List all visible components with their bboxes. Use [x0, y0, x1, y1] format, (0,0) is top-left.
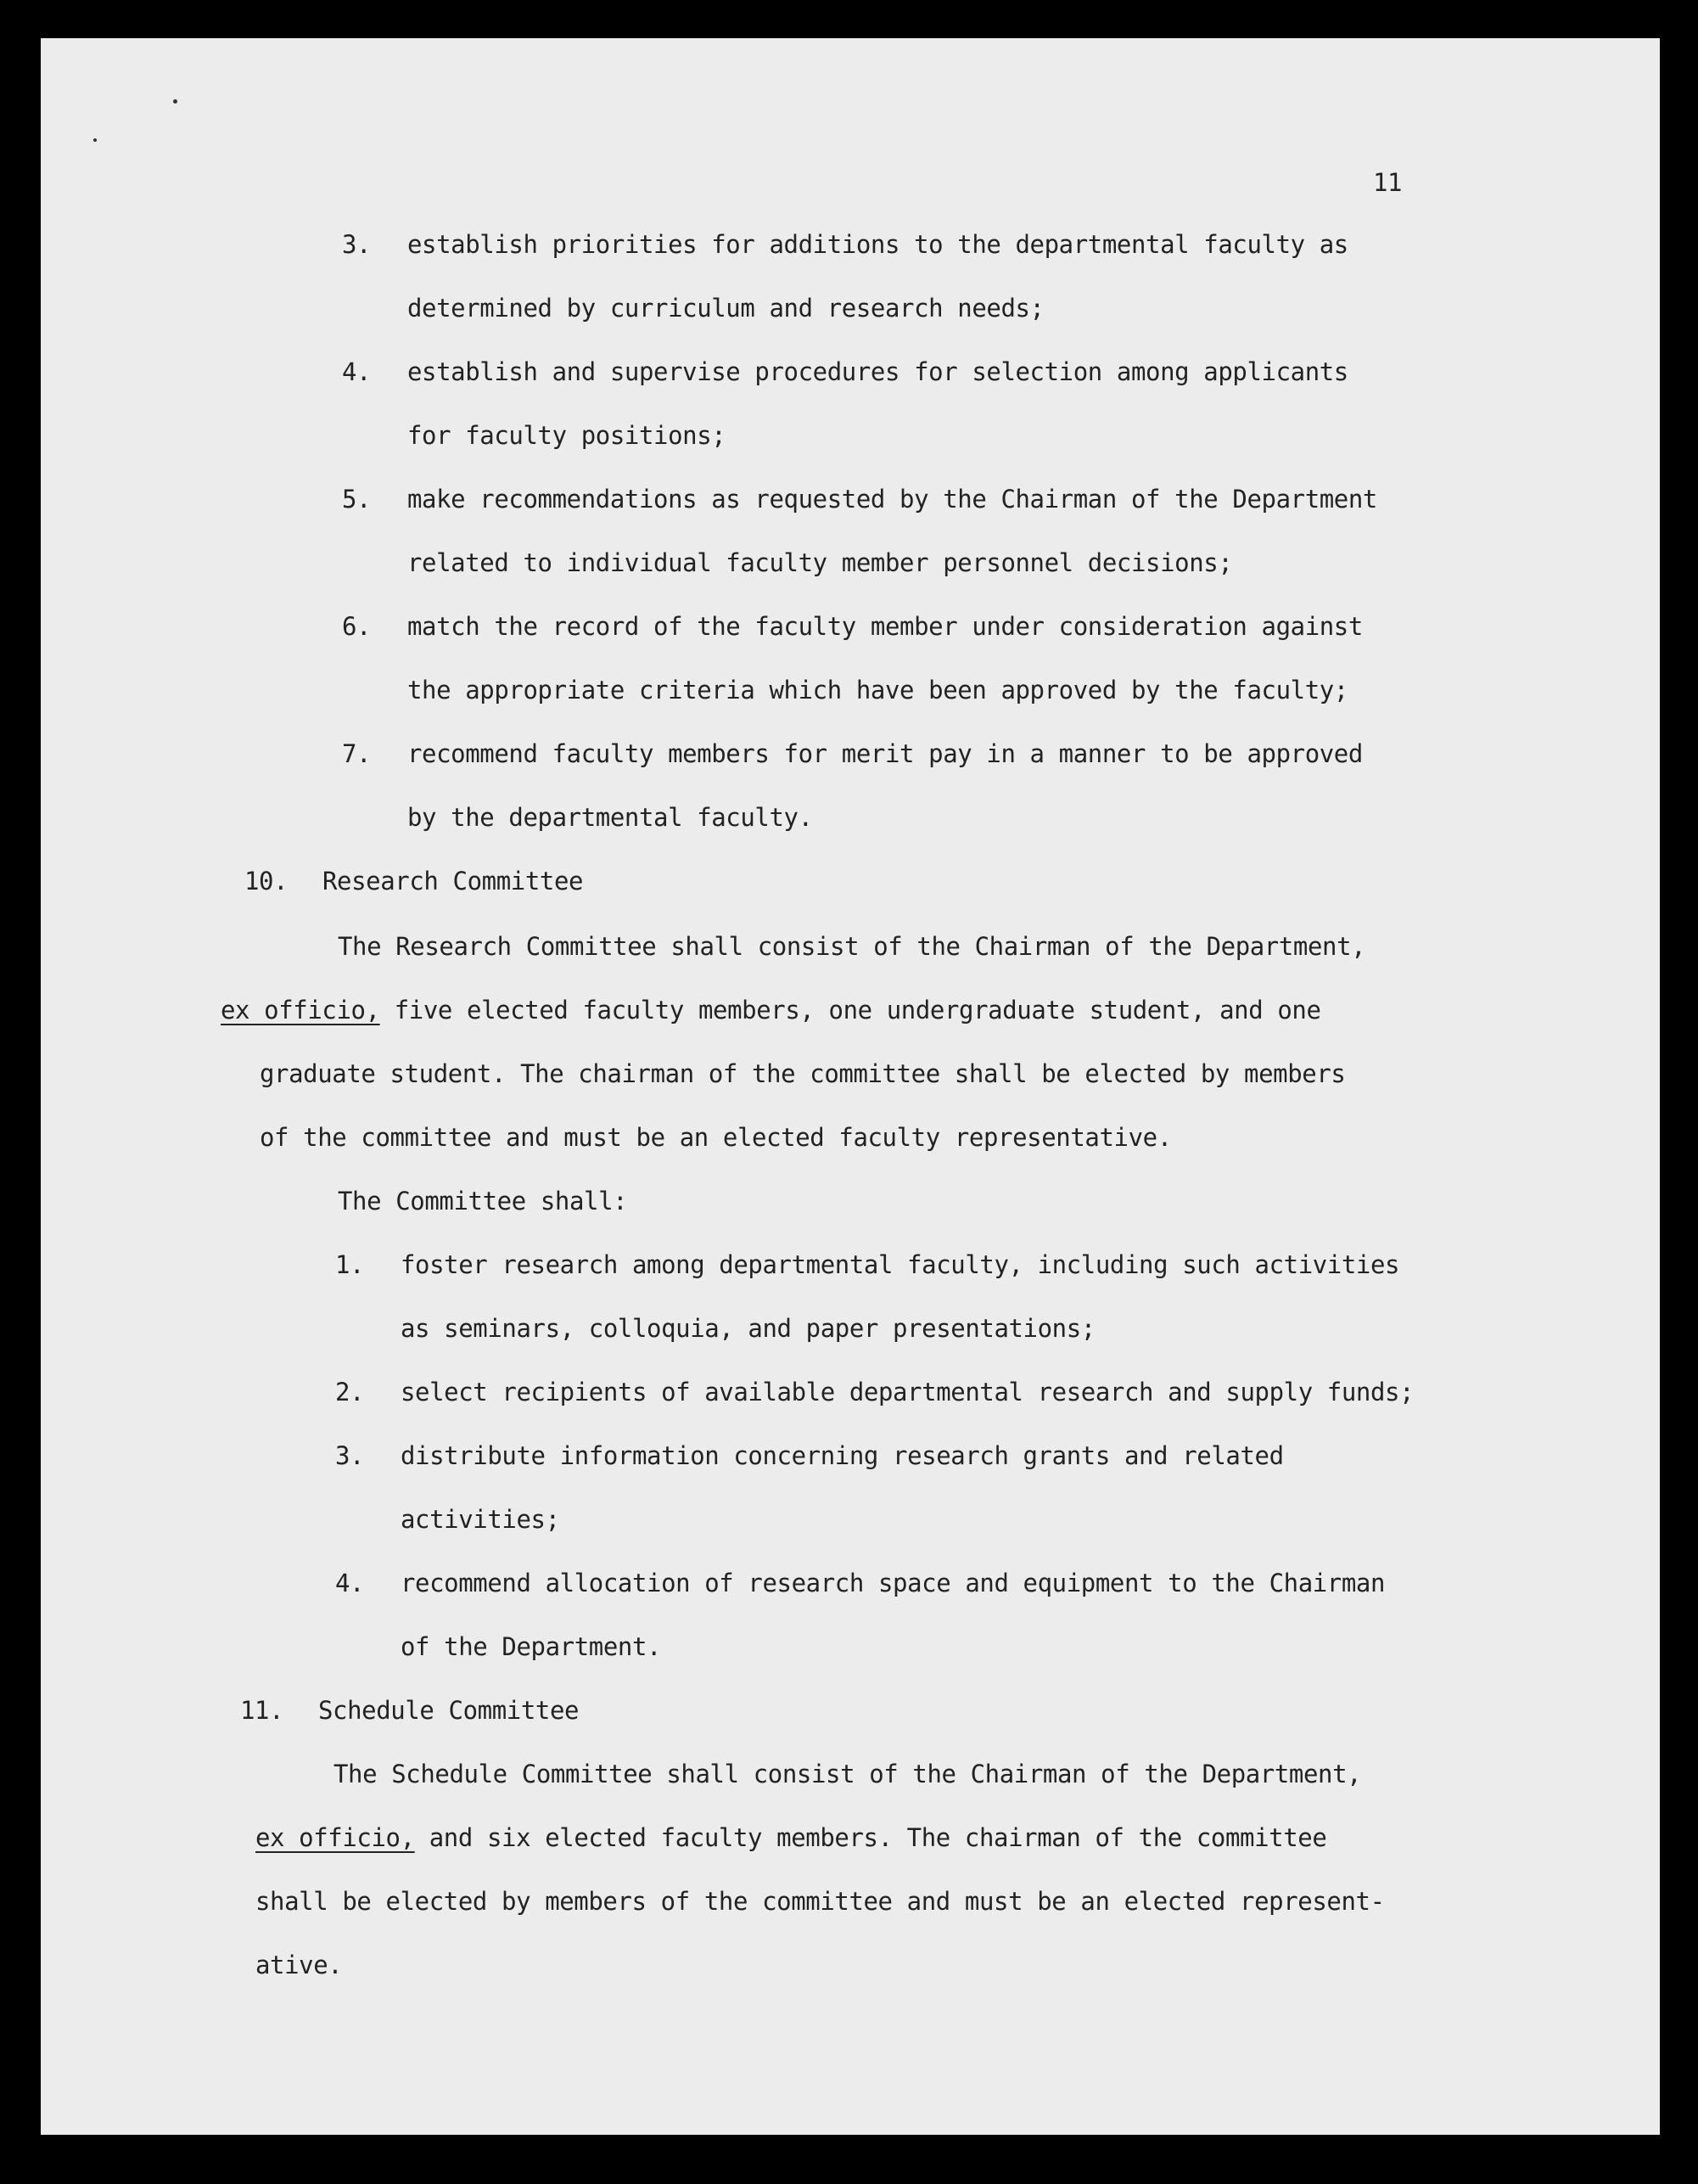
paragraph-text: and six elected faculty members. The chairman of the committee: [429, 1823, 1327, 1852]
section-number: 10.: [244, 867, 289, 895]
paragraph-line: graduate student. The chairman of the committee shall be elected by members: [260, 1059, 1346, 1088]
list-item-number: 3.: [342, 230, 372, 259]
list-item-number: 6.: [342, 612, 372, 641]
paragraph-line: The Schedule Committee shall consist of the Chairman of the Department,: [333, 1760, 1362, 1788]
list-item-text: the appropriate criteria which have been approved by the faculty;: [407, 676, 1348, 705]
list-item-text: by the departmental faculty.: [407, 803, 813, 832]
paragraph-line: ative.: [255, 1951, 343, 1979]
list-item-text: establish priorities for additions to the departmental faculty as: [407, 230, 1348, 259]
list-item-text: foster research among departmental faculty, including such activities: [401, 1250, 1400, 1279]
list-item-text: for faculty positions;: [407, 421, 726, 450]
list-item-text: recommend faculty members for merit pay in a manner to be approved: [407, 739, 1363, 768]
page-number: 11: [1373, 168, 1403, 197]
document-page: [41, 38, 1660, 2135]
list-item-number: 5.: [342, 485, 372, 514]
scan-speck: [93, 138, 97, 142]
list-item-text: of the Department.: [401, 1632, 662, 1661]
paragraph-line: of the committee and must be an elected faculty representative.: [260, 1123, 1172, 1152]
section-heading: Schedule Committee: [318, 1696, 580, 1725]
list-item-text: activities;: [401, 1505, 560, 1534]
list-item-text: related to individual faculty member personnel decisions;: [407, 548, 1233, 577]
list-item-text: as seminars, colloquia, and paper presentations;: [401, 1314, 1096, 1343]
list-item-number: 3.: [335, 1441, 365, 1470]
section-number: 11.: [240, 1696, 284, 1725]
list-item-text: recommend allocation of research space and equipment to the Chairman: [401, 1569, 1386, 1597]
paragraph-line: [255, 1822, 1326, 1853]
list-item-number: 1.: [335, 1250, 365, 1279]
ex-officio-underlined: ex officio,: [221, 996, 380, 1025]
list-item-text: match the record of the faculty member under consideration against: [407, 612, 1363, 641]
paragraph-line: shall be elected by members of the committee and must be an elected represent-: [255, 1887, 1385, 1916]
list-item-text: establish and supervise procedures for selection among applicants: [407, 357, 1348, 386]
list-item-number: 7.: [342, 739, 372, 768]
list-item-text: make recommendations as requested by the Chairman of the Department: [407, 485, 1377, 514]
list-item-number: 4.: [335, 1569, 365, 1597]
paragraph-line: [221, 995, 1321, 1025]
paragraph-text: five elected faculty members, one undergraduate student, and one: [394, 996, 1321, 1025]
paragraph-line: The Research Committee shall consist of the Chairman of the Department,: [338, 932, 1366, 961]
section-heading: Research Committee: [322, 867, 584, 895]
list-item-text: select recipients of available departmental research and supply funds;: [401, 1378, 1415, 1406]
committee-shall-label: The Committee shall:: [338, 1187, 628, 1216]
list-item-number: 4.: [342, 357, 372, 386]
list-item-text: distribute information concerning research grants and related: [401, 1441, 1284, 1470]
list-item-number: 2.: [335, 1378, 365, 1406]
ex-officio-underlined: ex officio,: [255, 1823, 415, 1852]
scan-speck: [173, 99, 177, 104]
list-item-text: determined by curriculum and research needs;: [407, 294, 1045, 323]
